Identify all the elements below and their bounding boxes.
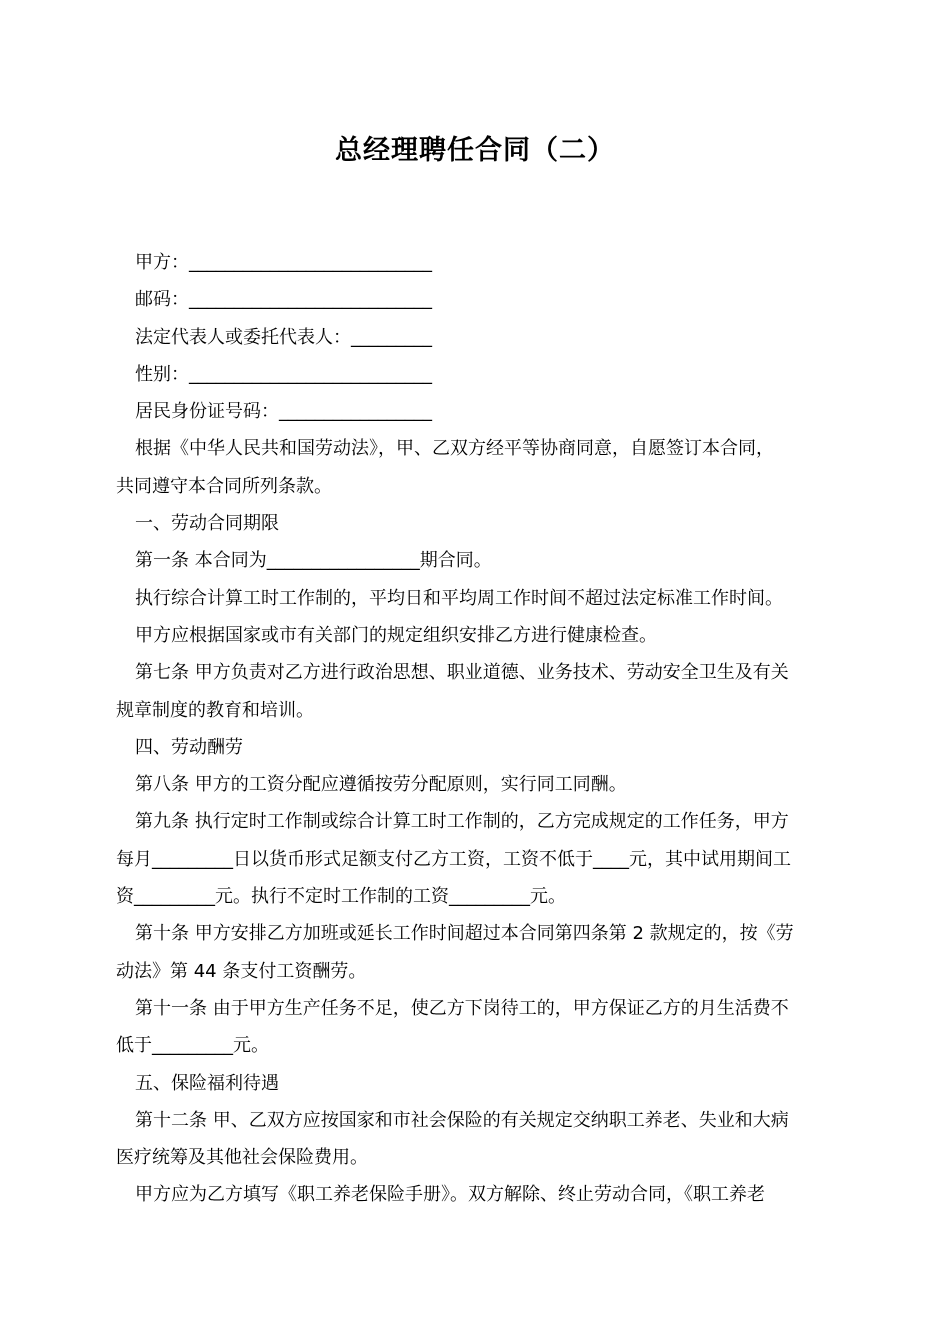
paragraph-pension-handbook: 甲方应为乙方填写《职工养老保险手册》。双方解除、终止劳动合同，《职工养老 [135, 1184, 765, 1206]
article-7-continuation: 规章制度的教育和培训。 [116, 699, 314, 721]
legal-representative-field: 法定代表人或委托代表人：_________ [135, 326, 432, 348]
article-1: 第一条 本合同为_________________期合同。 [135, 550, 492, 572]
article-12: 第十二条 甲、乙双方应按国家和市社会保险的有关规定交纳职工养老、失业和大病 [135, 1109, 789, 1131]
article-11-continuation: 低于_________元。 [116, 1035, 269, 1057]
paragraph-working-hours: 执行综合计算工时工作制的，平均日和平均周工作时间不超过法定标准工作时间。 [135, 587, 783, 609]
preamble-line: 根据《中华人民共和国劳动法》，甲、乙双方经平等协商同意，自愿签订本合同， [135, 438, 774, 460]
section-heading-contract-term: 一、劳动合同期限 [135, 513, 279, 535]
party-a-field: 甲方：___________________________ [135, 252, 432, 273]
gender-field: 性别：___________________________ [135, 363, 432, 385]
section-heading-insurance: 五、保险福利待遇 [135, 1072, 279, 1094]
document-body [116, 244, 836, 1214]
article-7: 第七条 甲方负责对乙方进行政治思想、职业道德、业务技术、劳动安全卫生及有关 [135, 662, 789, 684]
article-8: 第八条 甲方的工资分配应遵循按劳分配原则，实行同工同酬。 [135, 774, 627, 796]
article-9-continuation-1: 每月_________日以货币形式足额支付乙方工资，工资不低于____元，其中试用期间工 [116, 848, 791, 870]
postcode-field: 邮码：___________________________ [135, 289, 432, 311]
article-9: 第九条 执行定时工作制或综合计算工时工作制的，乙方完成规定的工作任务，甲方 [135, 811, 789, 833]
article-9-continuation-2: 资_________元。执行不定时工作制的工资_________元。 [116, 886, 566, 908]
preamble-continuation: 共同遵守本合同所列条款。 [116, 475, 332, 497]
id-number-field: 居民身份证号码：_________________ [135, 401, 432, 423]
section-heading-remuneration: 四、劳动酬劳 [135, 736, 243, 758]
article-10-continuation: 动法》第 44 条支付工资酬劳。 [116, 960, 367, 982]
article-10: 第十条 甲方安排乙方加班或延长工作时间超过本合同第四条第 2 款规定的，按《劳 [135, 923, 794, 945]
document-title: 总经理聘任合同（二） [335, 135, 615, 166]
article-12-continuation: 医疗统筹及其他社会保险费用。 [116, 1147, 368, 1169]
paragraph-health-check: 甲方应根据国家或市有关部门的规定组织安排乙方进行健康检查。 [135, 624, 657, 646]
article-11: 第十一条 由于甲方生产任务不足，使乙方下岗待工的，甲方保证乙方的月生活费不 [135, 997, 789, 1019]
